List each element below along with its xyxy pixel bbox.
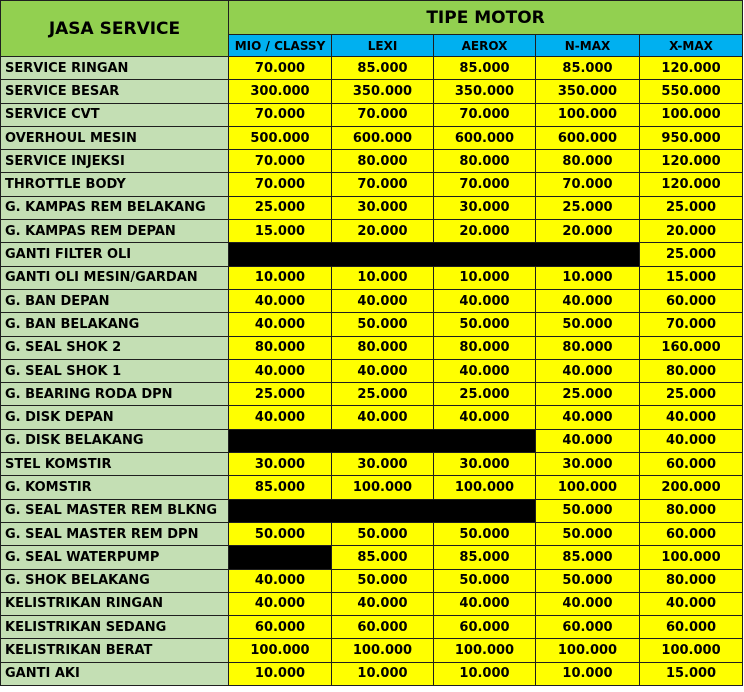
model-header-1: MIO / CLASSY [229, 35, 332, 57]
price-cell: 100.000 [229, 639, 332, 662]
price-cell: 600.000 [536, 126, 640, 149]
price-cell: 85.000 [229, 476, 332, 499]
price-cell: 50.000 [332, 569, 434, 592]
price-cell: 80.000 [536, 336, 640, 359]
price-cell: 80.000 [229, 336, 332, 359]
price-cell: 40.000 [229, 289, 332, 312]
price-cell: 50.000 [434, 313, 536, 336]
price-cell: 80.000 [332, 336, 434, 359]
price-cell: 500.000 [229, 126, 332, 149]
price-cell: 25.000 [640, 383, 743, 406]
service-name: G. SHOK BELAKANG [1, 569, 229, 592]
price-cell: 70.000 [229, 103, 332, 126]
motor-type-title: TIPE MOTOR [229, 1, 743, 35]
price-cell: 20.000 [640, 220, 743, 243]
service-name: G. SEAL SHOK 1 [1, 359, 229, 382]
price-cell: 950.000 [640, 126, 743, 149]
price-cell: 25.000 [536, 196, 640, 219]
price-cell: 50.000 [332, 522, 434, 545]
service-column-title: JASA SERVICE [1, 1, 229, 57]
price-cell: 10.000 [332, 266, 434, 289]
price-cell: 50.000 [434, 569, 536, 592]
price-cell: 100.000 [434, 639, 536, 662]
price-cell: 60.000 [640, 522, 743, 545]
price-cell: 350.000 [434, 80, 536, 103]
price-cell: 20.000 [332, 220, 434, 243]
price-cell: 100.000 [536, 476, 640, 499]
service-name: SERVICE CVT [1, 103, 229, 126]
price-cell: 40.000 [229, 406, 332, 429]
price-cell: 40.000 [434, 592, 536, 615]
price-cell: 100.000 [332, 639, 434, 662]
price-cell: 60.000 [640, 453, 743, 476]
service-name: SERVICE RINGAN [1, 57, 229, 80]
table-row [1, 57, 743, 80]
price-cell: 120.000 [640, 173, 743, 196]
price-cell: 70.000 [332, 103, 434, 126]
price-cell: 30.000 [229, 453, 332, 476]
price-cell: 85.000 [536, 546, 640, 569]
price-cell: 60.000 [229, 616, 332, 639]
service-name: G. SEAL MASTER REM BLKNG [1, 499, 229, 522]
unavailable-cell [229, 429, 536, 452]
service-name: GANTI AKI [1, 662, 229, 685]
unavailable-cell [229, 546, 332, 569]
price-cell: 70.000 [229, 150, 332, 173]
model-header-2: LEXI [332, 35, 434, 57]
price-cell: 40.000 [229, 313, 332, 336]
service-name: G. DISK DEPAN [1, 406, 229, 429]
price-cell: 40.000 [536, 429, 640, 452]
price-cell: 50.000 [536, 522, 640, 545]
price-cell: 80.000 [640, 499, 743, 522]
table-row [1, 313, 743, 336]
service-name: G. BAN DEPAN [1, 289, 229, 312]
price-cell: 70.000 [434, 103, 536, 126]
price-cell: 200.000 [640, 476, 743, 499]
price-cell: 50.000 [434, 522, 536, 545]
table-row [1, 196, 743, 219]
table-row [1, 662, 743, 685]
price-cell: 100.000 [536, 639, 640, 662]
price-cell: 25.000 [640, 243, 743, 266]
price-cell: 60.000 [640, 289, 743, 312]
price-cell: 10.000 [229, 662, 332, 685]
table-row [1, 429, 743, 452]
price-cell: 300.000 [229, 80, 332, 103]
price-cell: 120.000 [640, 150, 743, 173]
table-row [1, 220, 743, 243]
service-name: G. KAMPAS REM BELAKANG [1, 196, 229, 219]
table-row [1, 80, 743, 103]
price-cell: 100.000 [640, 103, 743, 126]
price-cell: 30.000 [434, 196, 536, 219]
price-cell: 85.000 [332, 546, 434, 569]
price-cell: 40.000 [229, 359, 332, 382]
price-cell: 85.000 [536, 57, 640, 80]
price-cell: 70.000 [229, 173, 332, 196]
price-cell: 70.000 [229, 57, 332, 80]
price-cell: 600.000 [434, 126, 536, 149]
price-cell: 10.000 [536, 266, 640, 289]
unavailable-cell [229, 243, 640, 266]
price-cell: 100.000 [640, 639, 743, 662]
table-row [1, 336, 743, 359]
price-cell: 85.000 [434, 57, 536, 80]
service-name: G. SEAL SHOK 2 [1, 336, 229, 359]
price-cell: 10.000 [332, 662, 434, 685]
table-row [1, 476, 743, 499]
service-name: KELISTRIKAN RINGAN [1, 592, 229, 615]
price-cell: 70.000 [332, 173, 434, 196]
price-cell: 30.000 [332, 453, 434, 476]
price-cell: 15.000 [640, 266, 743, 289]
price-cell: 40.000 [332, 359, 434, 382]
header-row-top [1, 1, 743, 35]
service-name: THROTTLE BODY [1, 173, 229, 196]
price-cell: 120.000 [640, 57, 743, 80]
price-cell: 40.000 [640, 429, 743, 452]
price-cell: 40.000 [536, 592, 640, 615]
price-cell: 100.000 [536, 103, 640, 126]
model-header-3: AEROX [434, 35, 536, 57]
price-cell: 40.000 [332, 289, 434, 312]
price-cell: 40.000 [332, 592, 434, 615]
price-cell: 25.000 [229, 196, 332, 219]
table-row [1, 616, 743, 639]
price-cell: 160.000 [640, 336, 743, 359]
price-cell: 25.000 [536, 383, 640, 406]
price-cell: 85.000 [434, 546, 536, 569]
table-row [1, 289, 743, 312]
service-name: KELISTRIKAN BERAT [1, 639, 229, 662]
service-name: G. SEAL WATERPUMP [1, 546, 229, 569]
price-cell: 550.000 [640, 80, 743, 103]
price-cell: 25.000 [434, 383, 536, 406]
price-cell: 80.000 [640, 359, 743, 382]
price-cell: 30.000 [332, 196, 434, 219]
price-cell: 60.000 [536, 616, 640, 639]
price-cell: 20.000 [536, 220, 640, 243]
price-cell: 50.000 [536, 569, 640, 592]
price-cell: 20.000 [434, 220, 536, 243]
price-cell: 10.000 [536, 662, 640, 685]
price-cell: 10.000 [229, 266, 332, 289]
price-cell: 25.000 [640, 196, 743, 219]
price-cell: 80.000 [536, 150, 640, 173]
price-cell: 80.000 [332, 150, 434, 173]
table-row [1, 126, 743, 149]
table-body [1, 57, 743, 686]
table-row [1, 546, 743, 569]
price-cell: 30.000 [536, 453, 640, 476]
price-cell: 80.000 [640, 569, 743, 592]
price-cell: 50.000 [536, 499, 640, 522]
price-cell: 15.000 [640, 662, 743, 685]
service-name: GANTI FILTER OLI [1, 243, 229, 266]
table-row [1, 453, 743, 476]
price-cell: 70.000 [536, 173, 640, 196]
price-cell: 25.000 [332, 383, 434, 406]
service-name: G. SEAL MASTER REM DPN [1, 522, 229, 545]
table-row [1, 173, 743, 196]
service-name: SERVICE BESAR [1, 80, 229, 103]
price-cell: 40.000 [434, 406, 536, 429]
service-name: KELISTRIKAN SEDANG [1, 616, 229, 639]
price-cell: 40.000 [536, 406, 640, 429]
service-name: SERVICE INJEKSI [1, 150, 229, 173]
table-row [1, 499, 743, 522]
price-cell: 40.000 [640, 592, 743, 615]
price-cell: 10.000 [434, 662, 536, 685]
service-name: G. DISK BELAKANG [1, 429, 229, 452]
service-name: STEL KOMSTIR [1, 453, 229, 476]
table-row [1, 103, 743, 126]
price-cell: 40.000 [332, 406, 434, 429]
table-row [1, 406, 743, 429]
service-name: G. BAN BELAKANG [1, 313, 229, 336]
price-cell: 70.000 [434, 173, 536, 196]
price-cell: 60.000 [434, 616, 536, 639]
price-cell: 50.000 [536, 313, 640, 336]
service-name: OVERHOUL MESIN [1, 126, 229, 149]
table-header [1, 1, 743, 57]
service-name: G. KAMPAS REM DEPAN [1, 220, 229, 243]
price-cell: 100.000 [434, 476, 536, 499]
table-row [1, 592, 743, 615]
price-cell: 25.000 [229, 383, 332, 406]
table-row [1, 150, 743, 173]
price-cell: 50.000 [332, 313, 434, 336]
price-cell: 30.000 [434, 453, 536, 476]
price-cell: 600.000 [332, 126, 434, 149]
service-name: G. KOMSTIR [1, 476, 229, 499]
price-cell: 60.000 [640, 616, 743, 639]
price-cell: 40.000 [536, 359, 640, 382]
table-row [1, 383, 743, 406]
unavailable-cell [229, 499, 536, 522]
table-row [1, 266, 743, 289]
price-cell: 80.000 [434, 336, 536, 359]
price-cell: 40.000 [434, 359, 536, 382]
price-cell: 40.000 [229, 592, 332, 615]
price-cell: 40.000 [536, 289, 640, 312]
price-cell: 350.000 [332, 80, 434, 103]
price-cell: 100.000 [640, 546, 743, 569]
model-header-5: X-MAX [640, 35, 743, 57]
price-cell: 60.000 [332, 616, 434, 639]
table-row [1, 359, 743, 382]
table-row [1, 243, 743, 266]
table-row [1, 639, 743, 662]
table-row [1, 522, 743, 545]
price-cell: 350.000 [536, 80, 640, 103]
service-name: G. BEARING RODA DPN [1, 383, 229, 406]
service-name: GANTI OLI MESIN/GARDAN [1, 266, 229, 289]
price-cell: 70.000 [640, 313, 743, 336]
price-cell: 85.000 [332, 57, 434, 80]
price-cell: 80.000 [434, 150, 536, 173]
price-cell: 40.000 [434, 289, 536, 312]
price-cell: 15.000 [229, 220, 332, 243]
price-cell: 50.000 [229, 522, 332, 545]
price-cell: 100.000 [332, 476, 434, 499]
table-row [1, 569, 743, 592]
model-header-4: N-MAX [536, 35, 640, 57]
price-cell: 40.000 [640, 406, 743, 429]
price-cell: 40.000 [229, 569, 332, 592]
price-cell: 10.000 [434, 266, 536, 289]
